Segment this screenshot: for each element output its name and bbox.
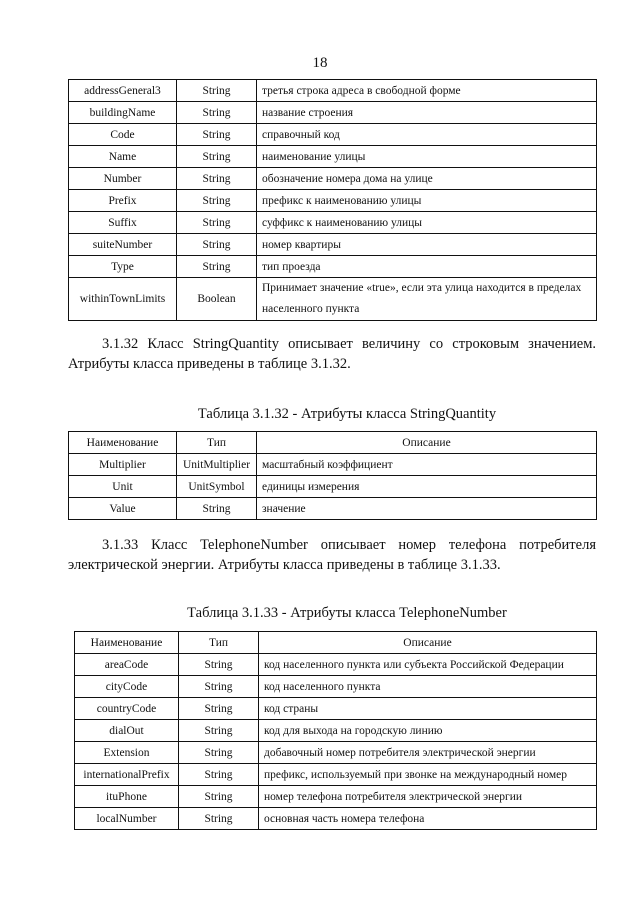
table-row [75, 764, 597, 786]
table-row [75, 808, 597, 830]
table-header-row [69, 432, 597, 454]
section-3-1-32-line1: 3.1.32 Класс StringQuantity описывает величину со строковым значением. [102, 336, 596, 352]
attribute-description-cell: название строения [257, 102, 597, 124]
attribute-description-cell: Принимает значение «true», если эта улица находится в пределах населенного пункта [257, 278, 597, 321]
attribute-description-cell: код для выхода на городскую линию [259, 720, 597, 742]
attribute-description-cell: добавочный номер потребителя электрической энергии [259, 742, 597, 764]
section-3-1-33-line2: электрической энергии. Атрибуты класса приведены в таблице 3.1.33. [68, 557, 501, 573]
table-row [75, 786, 597, 808]
table-row [69, 256, 597, 278]
attribute-type-cell: UnitSymbol [177, 476, 257, 498]
attribute-name-cell: internationalPrefix [75, 764, 179, 786]
attribute-name-cell: buildingName [69, 102, 177, 124]
attribute-name-cell: localNumber [75, 808, 179, 830]
table-header-row [75, 632, 597, 654]
attribute-type-cell: String [177, 234, 257, 256]
attribute-description-cell: обозначение номера дома на улице [257, 168, 597, 190]
attribute-type-cell: String [179, 654, 259, 676]
table-row [75, 676, 597, 698]
page-number: 18 [312, 55, 328, 71]
attribute-description-cell: префикс, используемый при звонке на международный номер [259, 764, 597, 786]
table-caption-3-1-33: Таблица 3.1.33 - Атрибуты класса TelephoneNumber [187, 605, 507, 621]
attribute-name-cell: Extension [75, 742, 179, 764]
attributes-table-continued [68, 79, 597, 321]
attribute-name-cell: withinTownLimits [69, 278, 177, 321]
telephone-number-table [74, 631, 597, 830]
attribute-name-cell: Type [69, 256, 177, 278]
attribute-description-cell: код страны [259, 698, 597, 720]
attribute-type-cell: String [177, 256, 257, 278]
attribute-name-cell: areaCode [75, 654, 179, 676]
attribute-name-cell: suiteNumber [69, 234, 177, 256]
attribute-description-cell: значение [257, 498, 597, 520]
attribute-type-cell: String [177, 498, 257, 520]
string-quantity-table [68, 431, 597, 520]
attribute-name-cell: cityCode [75, 676, 179, 698]
attribute-type-cell: String [179, 764, 259, 786]
table-row [75, 654, 597, 676]
column-header: Описание [257, 432, 597, 454]
table-row [69, 498, 597, 520]
column-header: Наименование [75, 632, 179, 654]
attribute-type-cell: String [177, 168, 257, 190]
attribute-description-cell: код населенного пункта [259, 676, 597, 698]
attribute-name-cell: countryCode [75, 698, 179, 720]
attribute-type-cell: String [179, 676, 259, 698]
table-row [69, 102, 597, 124]
attribute-type-cell: String [179, 786, 259, 808]
table-row [69, 278, 597, 321]
attribute-description-cell: номер телефона потребителя электрической энергии [259, 786, 597, 808]
attribute-name-cell: ituPhone [75, 786, 179, 808]
attribute-description-cell: префикс к наименованию улицы [257, 190, 597, 212]
table-caption-3-1-32: Таблица 3.1.32 - Атрибуты класса StringQuantity [197, 406, 497, 422]
table-row [69, 124, 597, 146]
attribute-type-cell: String [179, 698, 259, 720]
attribute-name-cell: Value [69, 498, 177, 520]
attribute-type-cell: String [177, 102, 257, 124]
attribute-type-cell: String [179, 720, 259, 742]
attribute-name-cell: Prefix [69, 190, 177, 212]
attribute-description-cell: основная часть номера телефона [259, 808, 597, 830]
attribute-name-cell: Suffix [69, 212, 177, 234]
attribute-type-cell: String [177, 146, 257, 168]
attribute-name-cell: Multiplier [69, 454, 177, 476]
table-row [69, 476, 597, 498]
table-row [69, 80, 597, 102]
column-header: Описание [259, 632, 597, 654]
attribute-name-cell: Number [69, 168, 177, 190]
attribute-type-cell: String [177, 80, 257, 102]
attribute-description-cell: масштабный коэффициент [257, 454, 597, 476]
attribute-name-cell: dialOut [75, 720, 179, 742]
attribute-description-cell: суффикс к наименованию улицы [257, 212, 597, 234]
attribute-description-cell: наименование улицы [257, 146, 597, 168]
attribute-description-cell: третья строка адреса в свободной форме [257, 80, 597, 102]
table-row [75, 698, 597, 720]
table-row [69, 168, 597, 190]
attribute-type-cell: String [177, 124, 257, 146]
attribute-name-cell: addressGeneral3 [69, 80, 177, 102]
section-3-1-33-line1: 3.1.33 Класс TelephoneNumber описывает номер телефона потребителя [102, 537, 596, 553]
table-row [69, 146, 597, 168]
attribute-description-cell: справочный код [257, 124, 597, 146]
attribute-type-cell: String [177, 212, 257, 234]
attribute-name-cell: Code [69, 124, 177, 146]
attribute-type-cell: String [179, 808, 259, 830]
column-header: Тип [177, 432, 257, 454]
attribute-description-cell: тип проезда [257, 256, 597, 278]
section-3-1-32-line2: Атрибуты класса приведены в таблице 3.1.32. [68, 356, 351, 372]
attribute-name-cell: Unit [69, 476, 177, 498]
table-row [69, 212, 597, 234]
table-row [75, 720, 597, 742]
attribute-type-cell: String [179, 742, 259, 764]
attribute-type-cell: Boolean [177, 278, 257, 321]
attribute-name-cell: Name [69, 146, 177, 168]
column-header: Наименование [69, 432, 177, 454]
column-header: Тип [179, 632, 259, 654]
attribute-description-cell: номер квартиры [257, 234, 597, 256]
table-row [69, 454, 597, 476]
attribute-type-cell: String [177, 190, 257, 212]
attribute-description-cell: единицы измерения [257, 476, 597, 498]
table-row [75, 742, 597, 764]
attribute-description-cell: код населенного пункта или субъекта Российской Федерации [259, 654, 597, 676]
attribute-type-cell: UnitMultiplier [177, 454, 257, 476]
table-row [69, 190, 597, 212]
table-row [69, 234, 597, 256]
